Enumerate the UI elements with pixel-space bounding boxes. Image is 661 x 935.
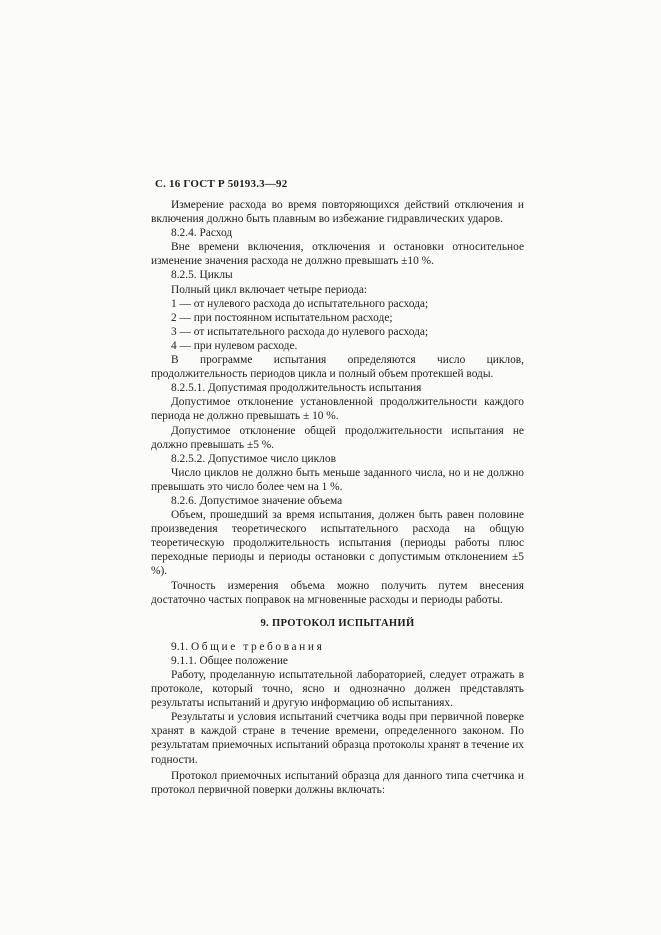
page-header: С. 16 ГОСТ Р 50193.3—92 — [155, 178, 288, 190]
subsection-heading: 8.2.5.1. Допустимая продолжительность испытания — [171, 382, 422, 395]
paragraph: Работу, проделанную испытательной лабораторией, следует отражать в протоколе, который точно, ясно и однозначно должен представлять результаты испытаний и другую информацию об испытаниях. — [151, 669, 524, 710]
list-item: 2 — при постоянном испытательном расходе; — [171, 311, 393, 324]
paragraph: Точность измерения объема можно получить путем внесения достаточно частых поправок на мгновенные расходы и периоды работы. — [151, 579, 524, 606]
subsection-number: 9.1. — [171, 640, 189, 653]
paragraph: Измерение расхода во время повторяющихся действий отключения и включения должно быть плавным во избежание гидравлических ударов. — [151, 199, 524, 226]
list-item: 4 — при нулевом расходе. — [171, 339, 298, 352]
paragraph: Протокол приемочных испытаний образца для данного типа счетчика и протокол первичной поверки должны включать: — [151, 769, 524, 796]
subsection-title-spaced: Общие требования — [190, 640, 325, 653]
section-title: 9. ПРОТОКОЛ ИСПЫТАНИЙ — [260, 617, 415, 629]
list-item: 1 — от нулевого расхода до испытательного расхода; — [171, 297, 429, 310]
paragraph: Допустимое отклонение общей продолжительности испытания не должно превышать ±5 %. — [151, 424, 524, 451]
subsection-heading — [151, 640, 524, 654]
paragraph: Вне времени включения, отключения и остановки относительное изменение значения расхода не должно превышать ±10 %. — [151, 241, 524, 268]
subsection-heading: 9.1.1. Общее положение — [171, 654, 288, 667]
paragraph: В программе испытания определяются число циклов, продолжительность периодов цикла и полный объем протекшей воды. — [151, 354, 524, 381]
paragraph: Число циклов не должно быть меньше заданного числа, но и не должно превышать это число более чем на 1 %. — [151, 466, 524, 493]
list-item: 3 — от испытательного расхода до нулевого расхода; — [171, 325, 429, 338]
paragraph: Объем, прошедший за время испытания, должен быть равен половине произведения теоретического испытательного расхода на общую теоретическую продолжительность испытания (периоды работы плюс переходные периоды и периоды остановки с допустимым отклонением ±5 %). — [151, 509, 524, 578]
paragraph: Допустимое отклонение установленной продолжительности каждого периода не должно превышать ± 10 %. — [151, 396, 524, 423]
subsection-heading: 8.2.6. Допустимое значение объема — [171, 494, 343, 507]
subsection-heading: 8.2.4. Расход — [171, 227, 233, 240]
subsection-heading: 8.2.5. Циклы — [171, 269, 233, 282]
paragraph: Результаты и условия испытаний счетчика воды при первичной поверке хранят в каждой стране в течение времени, определенного законом. По результатам приемочных испытаний образца протоколы хранят в течение их годности. — [151, 711, 524, 766]
document-body — [151, 198, 524, 797]
subsection-heading: 8.2.5.2. Допустимое число циклов — [171, 452, 336, 465]
paragraph: Полный цикл включает четыре периода: — [171, 283, 368, 296]
